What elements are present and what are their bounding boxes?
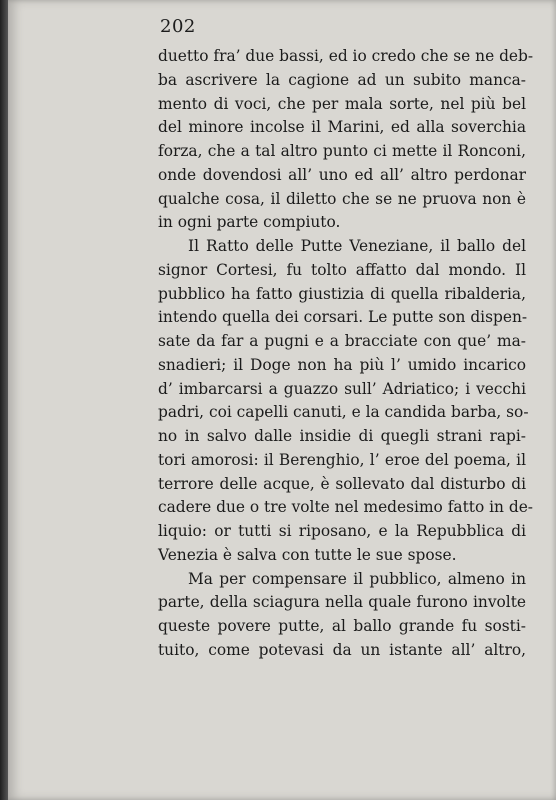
text-line: snadieri; il Doge non ha più l’ umido incarico	[158, 355, 526, 374]
text-line: no in salvo dalle insidie di quegli strani rapi-	[158, 427, 526, 445]
text-line: parte, della sciagura nella quale furono involte	[158, 593, 526, 612]
text-line: ba ascrivere la cagione ad un subito manca-	[158, 70, 526, 89]
text-line: forza, che a tal altro punto ci mette il Ronconi,	[158, 142, 526, 160]
text-line: mento di voci, che per mala sorte, nel più bel	[158, 94, 526, 113]
text-line: pubblico ha fatto giustizia di quella ribalderia,	[158, 284, 526, 303]
text-line: d’ imbarcarsi a guazzo sull’ Adriatico; i vecchi	[158, 379, 526, 398]
text-line: sate da far a pugni e a bracciate con que’ ma-	[158, 332, 526, 350]
text-line: Il Ratto delle Putte Veneziane, il ballo del	[188, 237, 526, 255]
text-line: terrore delle acque, è sollevato dal disturbo di	[158, 474, 526, 493]
text-line: queste povere putte, al ballo grande fu sosti-	[158, 617, 526, 635]
text-line: duetto fra’ due bassi, ed io credo che se ne deb-	[158, 47, 534, 65]
text-line: liquio: or tutti si riposano, e la Repubblica di	[158, 522, 526, 540]
text-line: del minore incolse il Marini, ed alla soverchia	[158, 118, 526, 137]
text-line: signor Cortesi, fu tolto affatto dal mondo. Il	[158, 260, 526, 279]
text-line: Venezia è salva con tutte le sue spose.	[158, 545, 457, 564]
text-line: onde dovendosi all’ uno ed all’ altro perdonar	[158, 165, 526, 184]
text-line: qualche cosa, il diletto che se ne pruova non è	[158, 189, 526, 208]
text-line: Ma per compensare il pubblico, almeno in	[188, 569, 526, 588]
text-line: in ogni parte compiuto.	[158, 213, 341, 232]
page-text	[158, 45, 534, 663]
text-line: tuito, come potevasi da un istante all’ altro,	[158, 640, 526, 659]
text-line: intendo quella dei corsari. Le putte son dispen-	[158, 308, 528, 327]
text-line: padri, coi capelli canuti, e la candida barba, so-	[158, 403, 529, 422]
page-number: 202	[160, 16, 196, 37]
text-line: tori amorosi: il Berenghio, l’ eroe del poema, il	[158, 450, 526, 469]
text-line: cadere due o tre volte nel medesimo fatto in de-	[158, 498, 534, 517]
